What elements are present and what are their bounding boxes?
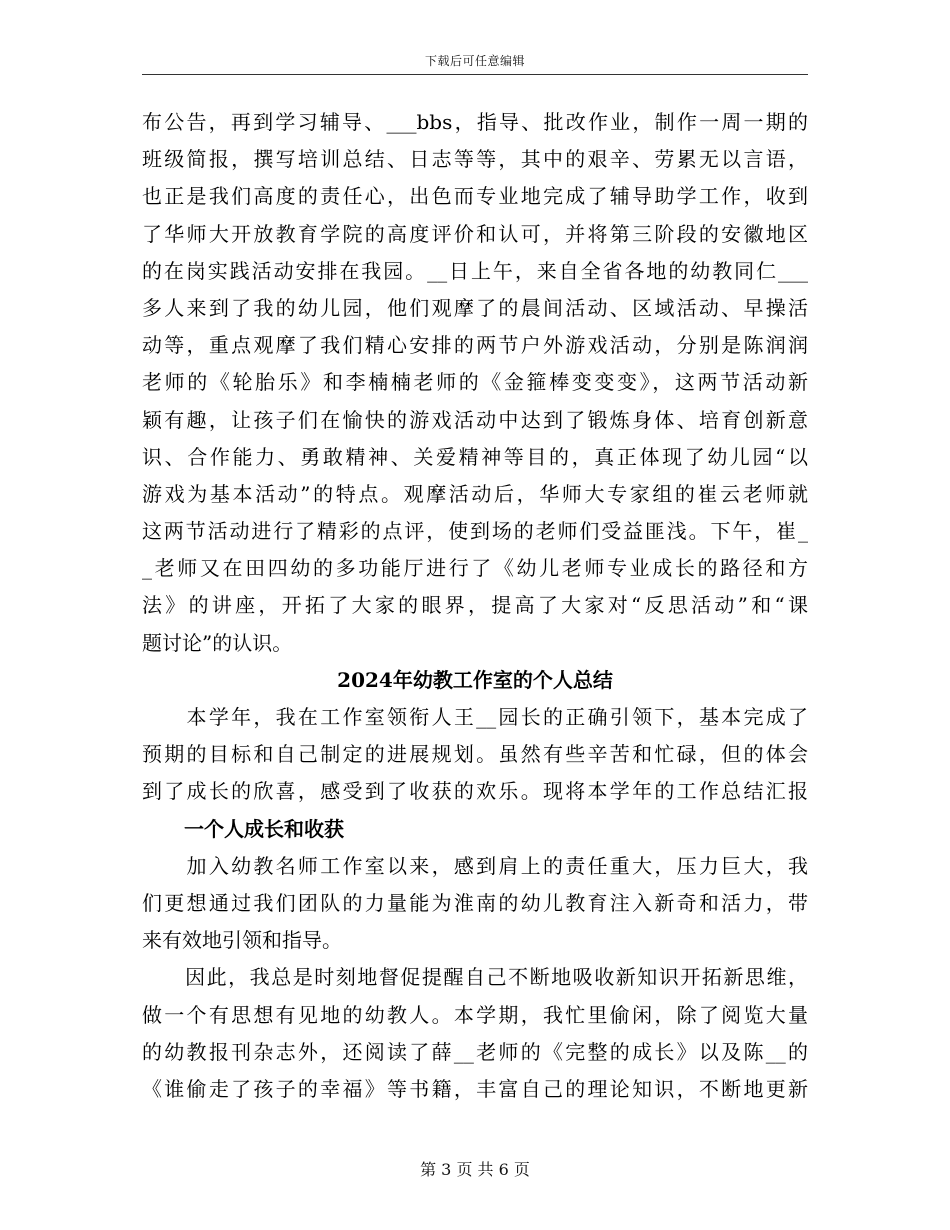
text-line: 班级简报，撰写培训总结、日志等等，其中的艰辛、劳累无以言语， <box>142 147 808 172</box>
header-rule <box>142 74 808 75</box>
text-line: 因此，我总是时刻地督促提醒自己不断地吸收新知识开拓新思维， <box>142 965 808 990</box>
text-line: _老师又在田四幼的多功能厅进行了《幼儿老师专业成长的路径和方 <box>142 556 808 581</box>
text-line: 法》的讲座，开拓了大家的眼界，提高了大家对“反思活动”和“课 <box>142 593 808 618</box>
text-line: 们更想通过我们团队的力量能为淮南的幼儿教育注入新奇和活力，带 <box>142 890 808 915</box>
text-line: 题讨论”的认识。 <box>142 630 293 655</box>
text-line: 加入幼教名师工作室以来，感到肩上的责任重大，压力巨大，我 <box>142 853 808 878</box>
text-line: 预期的目标和自己制定的进展规划。虽然有些辛苦和忙碌，但的体会 <box>142 742 808 767</box>
text-line: 来有效地引领和指导。 <box>142 928 342 953</box>
document-body <box>142 104 808 1108</box>
text-line: 动等，重点观摩了我们精心安排的两节户外游戏活动，分别是陈润润 <box>142 333 808 358</box>
section-title: 2024年幼教工作室的个人总结 <box>337 667 613 692</box>
page-header: 下载后可任意编辑 <box>424 54 525 68</box>
text-line: 的在岗实践活动安排在我园。__日上午，来自全省各地的幼教同仁___ <box>142 258 808 283</box>
text-line: 游戏为基本活动”的特点。观摩活动后，华师大专家组的崔云老师就 <box>142 481 808 506</box>
text-line: 布公告，再到学习辅导、___bbs，指导、批改作业，制作一周一期的 <box>142 110 808 134</box>
text-line: 也正是我们高度的责任心，出色而专业地完成了辅导助学工作，收到 <box>142 184 808 209</box>
text-line: 本学年，我在工作室领衔人王__园长的正确引领下，基本完成了 <box>142 705 808 729</box>
page-footer: 第 3 页 共 6 页 <box>420 1160 530 1179</box>
text-line: 做一个有思想有见地的幼教人。本学期，我忙里偷闲，除了阅览大量 <box>142 1002 808 1027</box>
text-line: 识、合作能力、勇敢精神、关爱精神等目的，真正体现了幼儿园“以 <box>142 444 808 469</box>
text-line: 到了成长的欣喜，感受到了收获的欢乐。现将本学年的工作总结汇报 <box>142 779 808 804</box>
text-line: 多人来到了我的幼儿园，他们观摩了的晨间活动、区域活动、早操活 <box>142 295 808 320</box>
text-line: 老师的《轮胎乐》和李楠楠老师的《金箍棒变变变》，这两节活动新 <box>142 370 808 395</box>
text-line: 了华师大开放教育学院的高度评价和认可，并将第三阶段的安徽地区 <box>142 221 808 246</box>
text-line: 《谁偷走了孩子的幸福》等书籍，丰富自己的理论知识，不断地更新 <box>142 1076 808 1101</box>
subsection-title: 一个人成长和收获 <box>184 816 344 841</box>
text-line: 颖有趣，让孩子们在愉快的游戏活动中达到了锻炼身体、培育创新意 <box>142 407 808 432</box>
text-line: 的幼教报刊杂志外，还阅读了薛__老师的《完整的成长》以及陈__的 <box>142 1039 808 1064</box>
text-line: 这两节活动进行了精彩的点评，使到场的老师们受益匪浅。下午，崔_ <box>142 519 808 544</box>
